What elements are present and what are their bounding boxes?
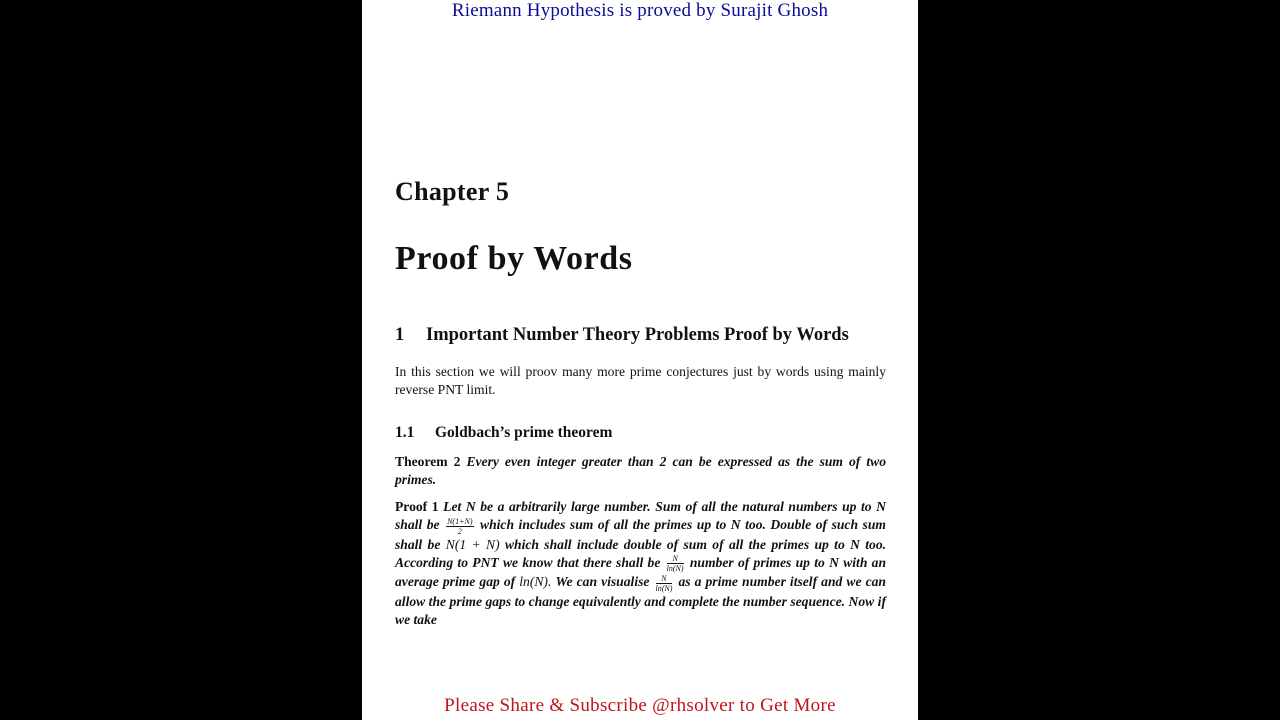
top-banner-title: Riemann Hypothesis is proved by Surajit Ghosh — [451, 0, 829, 21]
proof-text-6: as a prime number itself and we can allow the prime gaps to change equivalently and complete the number sequence. Now if we take — [395, 574, 886, 628]
proof-text-1: Let N be a arbitrarily large number. Sum of all the natural numbers up to N shall be — [395, 499, 886, 533]
section-title: Important Number Theory Problems Proof by Words — [426, 325, 849, 345]
subsection-title: Goldbach’s prime theorem — [435, 424, 613, 441]
math-ln-n: ln(N). — [519, 574, 552, 590]
theorem-text: Every even integer greater than 2 can be expressed as the sum of two primes. — [395, 454, 886, 488]
proof-text-3: which shall include double of sum of all the primes up to N too. According to PNT we know that there shall be — [395, 536, 887, 570]
proof-text-5: We can visualise — [555, 574, 650, 590]
section-heading — [395, 325, 849, 346]
subsection-number: 1.1 — [395, 424, 415, 441]
proof-block — [395, 498, 886, 629]
fraction-n-over-ln-n-2: $\frac{N}{\ln(N)}$ — [655, 573, 673, 593]
proof-text-2: which includes sum of all the primes up to N too. Double of such sum shall be — [395, 517, 886, 552]
document-page — [362, 0, 918, 720]
section-intro: In this section we will proov many more prime conjectures just by words using mainly reverse PNT limit. — [395, 364, 886, 398]
theorem-block — [395, 453, 886, 490]
fraction-n-over-ln-n: $\frac{N}{\ln(N)}$ — [666, 554, 684, 574]
math-n-1-plus-n: N(1 + N) — [445, 536, 500, 552]
fraction-n-1-plus-n-over-2: $\frac{N(1+N)}{2}$ — [447, 516, 473, 536]
section-number: 1 — [395, 325, 405, 345]
subscribe-banner: Please Share & Subscribe @rhsolver to Get More — [444, 695, 836, 716]
subsection-heading — [395, 424, 612, 442]
chapter-title: Proof by Words — [395, 240, 633, 277]
theorem-label: Theorem 2 — [395, 454, 461, 469]
chapter-label: Chapter 5 — [395, 177, 510, 206]
proof-text-4: number of primes up to N with an average prime gap of — [395, 554, 887, 590]
proof-label: Proof 1 — [395, 499, 439, 514]
